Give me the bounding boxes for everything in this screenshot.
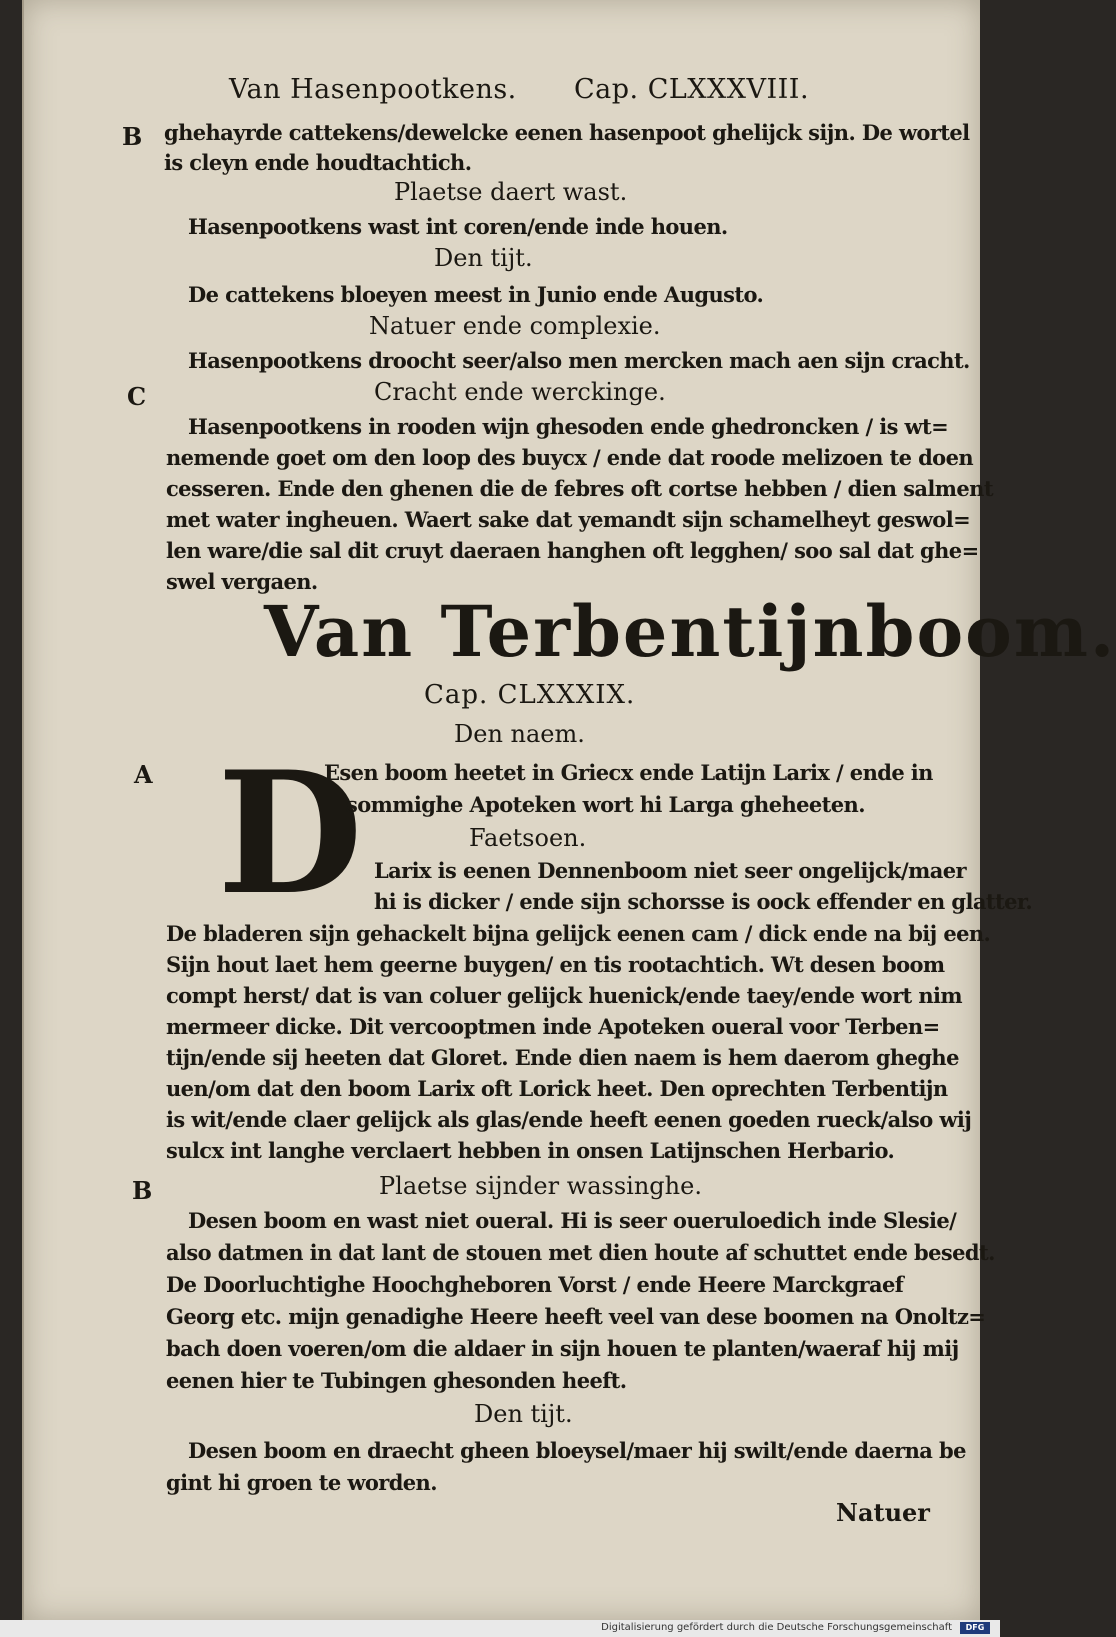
marginal-letter-c: C: [127, 382, 147, 411]
text-line: is wit/ende claer gelijck als glas/ende heeft eenen goeden rueck/also wij: [166, 1107, 972, 1132]
catchword: Natuer: [836, 1498, 930, 1527]
text-line: mermeer dicke. Dit vercooptmen inde Apoteken oueral voor Terben=: [166, 1014, 940, 1039]
text-line: ghehayrde cattekens/dewelcke eenen hasenpoot ghelijck sijn. De wortel: [164, 120, 970, 145]
text-line: Larix is eenen Dennenboom niet seer ongelijck/maer: [374, 858, 966, 883]
marginal-letter-a: A: [134, 760, 153, 789]
text-line: eenen hier te Tubingen ghesonden heeft.: [166, 1368, 627, 1393]
text-line: uen/om dat den boom Larix oft Lorick heet. Den oprechten Terbentijn: [166, 1076, 948, 1101]
section-heading: Den tijt.: [434, 244, 533, 272]
text-line: De cattekens bloeyen meest in Junio ende Augusto.: [188, 282, 764, 307]
text-line: gint hi groen te worden.: [166, 1470, 437, 1495]
book-page: [22, 0, 1116, 1620]
chapter-title: Van Terbentijnboom.: [264, 590, 1116, 673]
text-line: Georg etc. mijn genadighe Heere heeft veel van dese boomen na Onoltz=: [166, 1304, 986, 1329]
text-line: De bladeren sijn gehackelt bijna gelijck eenen cam / dick ende na bij een.: [166, 921, 991, 946]
text-line: met water ingheuen. Waert sake dat yemandt sijn schamelheyt geswol=: [166, 507, 971, 532]
text-line: Sijn hout laet hem geerne buygen/ en tis rootachtich. Wt desen boom: [166, 952, 945, 977]
text-line: tijn/ende sij heeten dat Gloret. Ende dien naem is hem daerom gheghe: [166, 1045, 959, 1070]
text-line: Hasenpootkens droocht seer/also men mercken mach aen sijn cracht.: [188, 348, 970, 373]
decorated-initial: D: [217, 734, 363, 932]
marginal-letter-b: B: [132, 1176, 153, 1205]
text-line: Hasenpootkens in rooden wijn ghesoden ende ghedroncken / is wt=: [188, 414, 949, 439]
section-heading: Plaetse sijnder wassinghe.: [379, 1172, 702, 1200]
text-line: Hasenpootkens wast int coren/ende inde houen.: [188, 214, 728, 239]
text-line: De Doorluchtighe Hoochgheboren Vorst / ende Heere Marckgraef: [166, 1272, 904, 1297]
dfg-logo: DFG: [960, 1622, 990, 1634]
section-heading: Plaetse daert wast.: [394, 178, 628, 206]
marginal-letter-b: B: [122, 122, 143, 151]
text-line: cesseren. Ende den ghenen die de febres oft cortse hebben / dien salment: [166, 476, 993, 501]
footer-credit: Digitalisierung gefördert durch die Deutsche Forschungsgemeinschaft: [601, 1622, 952, 1633]
text-line: Desen boom en draecht gheen bloeysel/maer hij swilt/ende daerna be: [188, 1438, 966, 1463]
text-line: swel vergaen.: [166, 569, 318, 594]
running-head-right: Cap. CLXXXVIII.: [574, 74, 810, 105]
text-line: compt herst/ dat is van coluer gelijck huenick/ende taey/ende wort nim: [166, 983, 963, 1008]
digitization-footer: [0, 1620, 1000, 1637]
section-heading: Den tijt.: [474, 1400, 573, 1428]
section-heading: Den naem.: [454, 720, 585, 748]
text-line: sulcx int langhe verclaert hebben in onsen Latijnschen Herbario.: [166, 1138, 895, 1163]
text-line: bach doen voeren/om die aldaer in sijn houen te planten/waeraf hij mij: [166, 1336, 959, 1361]
running-head-left: Van Hasenpootkens.: [229, 74, 517, 105]
text-line: hi is dicker / ende sijn schorsse is oock effender en glatter.: [374, 889, 1033, 914]
text-line: also datmen in dat lant de stouen met dien houte af schuttet ende besedt.: [166, 1240, 995, 1265]
text-line: Desen boom en wast niet oueral. Hi is seer oueruloedich inde Slesie/: [188, 1208, 957, 1233]
section-heading: Natuer ende complexie.: [369, 312, 661, 340]
text-line: len ware/die sal dit cruyt daeraen hanghen oft legghen/ soo sal dat ghe=: [166, 538, 979, 563]
text-line: is cleyn ende houdtachtich.: [164, 150, 472, 175]
text-line: Esen boom heetet in Griecx ende Latijn Larix / ende in: [324, 760, 933, 785]
chapter-number: Cap. CLXXXIX.: [424, 680, 636, 710]
section-heading: Cracht ende werckinge.: [374, 378, 666, 406]
section-heading: Faetsoen.: [469, 824, 587, 852]
text-line: nemende goet om den loop des buycx / ende dat roode melizoen te doen: [166, 445, 973, 470]
text-line: sommighe Apoteken wort hi Larga gheheeten.: [346, 792, 865, 817]
